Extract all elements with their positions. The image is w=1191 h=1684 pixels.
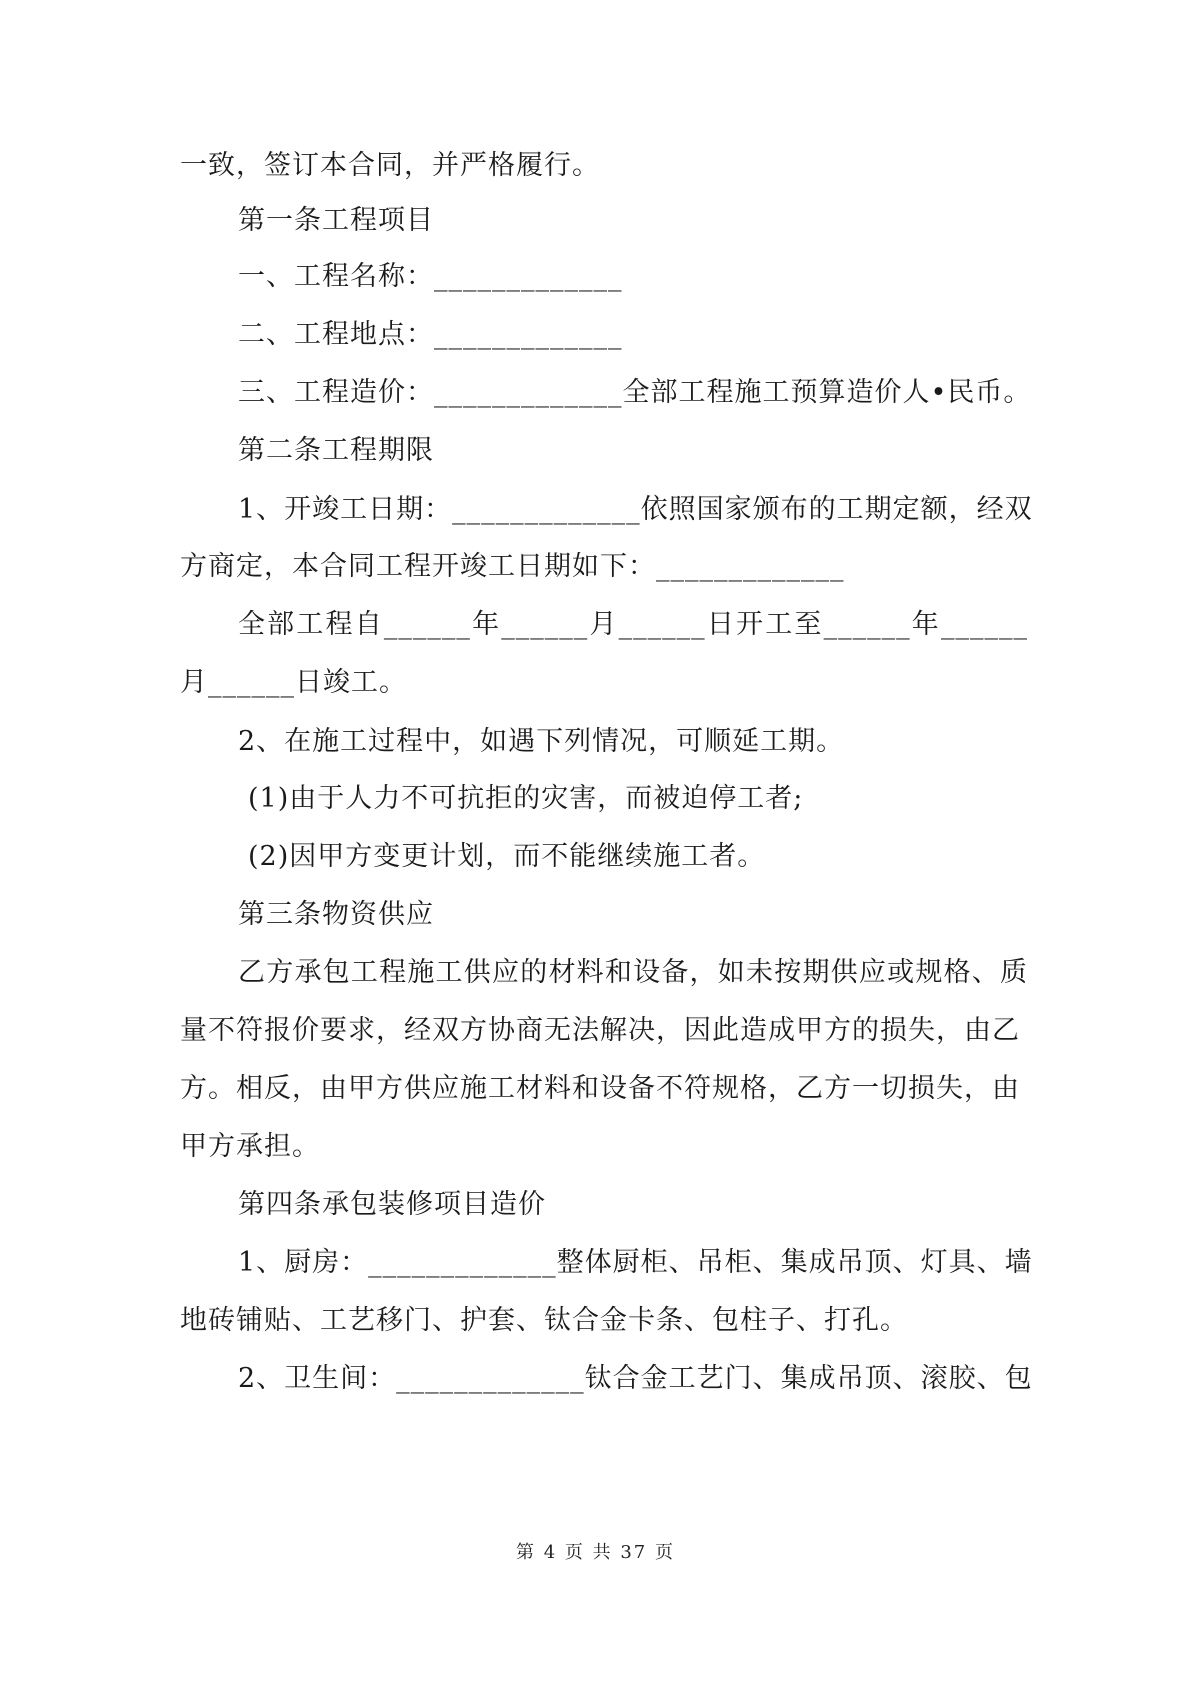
paragraph-line: 方商定，本合同工程开竣工日期如下：_____________ — [180, 551, 845, 582]
page-number-footer: 第 4 页 共 37 页 — [516, 1542, 675, 1563]
paragraph-line: 2、卫生间：_____________钛合金工艺门、集成吊顶、滚胶、包 — [238, 1363, 1033, 1394]
paragraph-line: 方。相反，由甲方供应施工材料和设备不符规格，乙方一切损失，由 — [180, 1073, 1020, 1104]
paragraph-line: 甲方承担。 — [180, 1131, 320, 1162]
paragraph-line: 一致，签订本合同，并严格履行。 — [180, 150, 600, 181]
paragraph-line: 2、在施工过程中，如遇下列情况，可顺延工期。 — [238, 726, 845, 757]
list-item: (1)由于人力不可抗拒的灾害，而被迫停工者; — [248, 783, 804, 814]
paragraph-line: 全部工程自______年______月______日开工至______年______ — [238, 609, 1028, 640]
section-heading: 第三条物资供应 — [238, 899, 434, 930]
paragraph-line: 一、工程名称：_____________ — [238, 261, 623, 292]
paragraph-line: 1、厨房：_____________整体厨柜、吊柜、集成吊顶、灯具、墙 — [238, 1247, 1033, 1278]
paragraph-line: 量不符报价要求，经双方协商无法解决，因此造成甲方的损失，由乙 — [180, 1015, 1020, 1046]
paragraph-line: 地砖铺贴、工艺移门、护套、钛合金卡条、包柱子、打孔。 — [180, 1305, 908, 1336]
paragraph-line: 二、工程地点：_____________ — [238, 319, 623, 350]
section-heading: 第一条工程项目 — [238, 205, 434, 236]
paragraph-line: 三、工程造价：_____________全部工程施工预算造价人•民币。 — [238, 377, 1032, 408]
section-heading: 第二条工程期限 — [238, 435, 434, 466]
list-item: (2)因甲方变更计划，而不能继续施工者。 — [248, 841, 766, 872]
paragraph-line: 1、开竣工日期：_____________依照国家颁布的工期定额，经双 — [238, 494, 1033, 525]
section-heading: 第四条承包装修项目造价 — [238, 1189, 546, 1220]
paragraph-line: 月______日竣工。 — [180, 667, 407, 698]
paragraph-line: 乙方承包工程施工供应的材料和设备，如未按期供应或规格、质 — [238, 957, 1028, 988]
